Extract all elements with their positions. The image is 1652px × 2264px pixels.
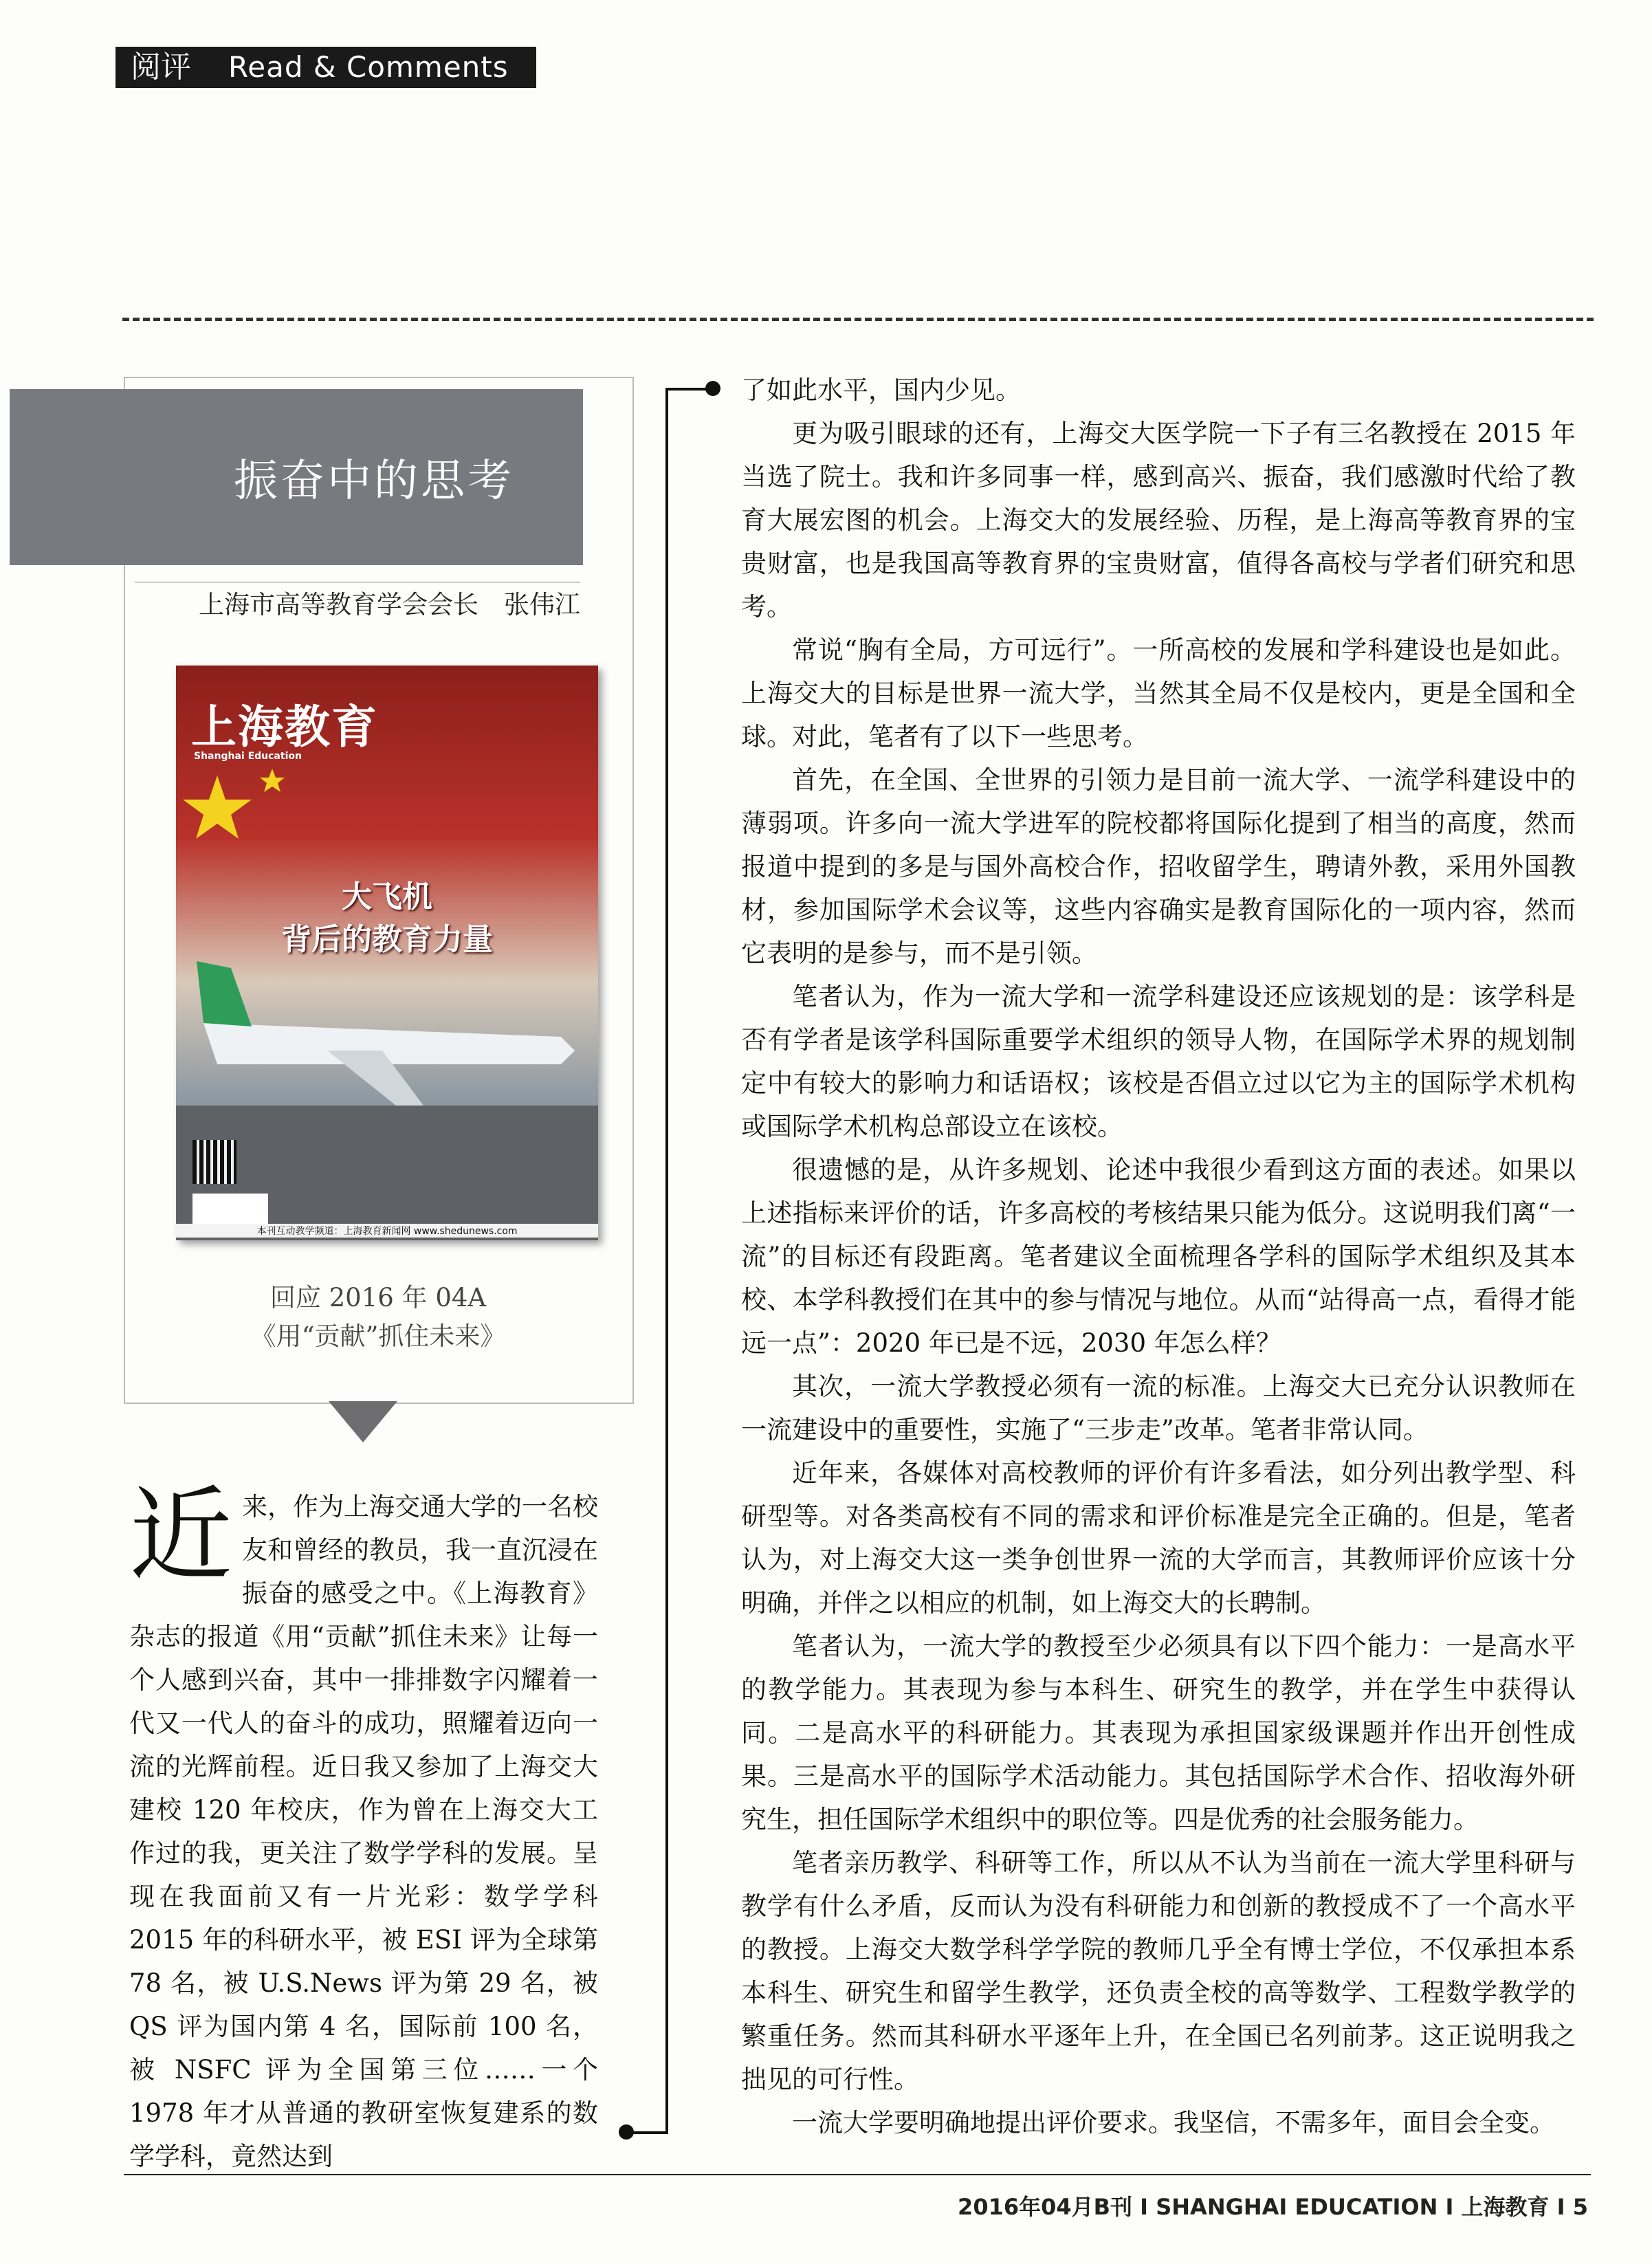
cover-subtitle: Shanghai Education	[194, 751, 302, 762]
paragraph: 更为吸引眼球的还有，上海交大医学院一下子有三名教授在 2015 年当选了院士。我和许多同事一样，感到高兴、振奋，我们感激时代给了教育大展宏图的机会。上海交大的发展经验、历程，是上海高等教育界的宝贵财富，也是我国高等教育界的宝贵财富，值得各高校与学者们研究和思考。	[741, 419, 1576, 622]
paragraph: 笔者认为，作为一流大学和一流学科建设还应该规划的是：该学科是否有学者是该学科国际重要学术组织的领导人物，在国际学术界的规划制定中有较大的影响力和话语权；该校是否倡立过以它为主的国际学术机构或国际学术机构总部设立在该校。	[741, 982, 1576, 1141]
left-text-column	[129, 1476, 599, 2178]
flag-star-icon	[183, 776, 252, 839]
paragraph: 常说“胸有全局，方可远行”。一所高校的发展和学科建设也是如此。上海交大的目标是世界一流大学，当然其全局不仅是校内，更是全国和全球。对此，笔者有了以下一些思考。	[741, 635, 1576, 751]
cover-masthead: 上海教育	[191, 701, 378, 754]
connector-dot-icon	[705, 381, 720, 396]
page-footer: 2016年04月B刊 I SHANGHAI EDUCATION I 上海教育 I 5	[958, 2194, 1588, 2220]
section-label-cn: 阅评	[131, 50, 191, 85]
cover-headline-2: 背后的教育力量	[281, 922, 493, 957]
magazine-cover-image	[176, 666, 598, 1240]
down-arrow-icon	[329, 1401, 397, 1442]
cover-caption-line2: 《用“贡献”抓住未来》	[250, 1321, 506, 1351]
paragraph: 笔者亲历教学、科研等工作，所以从不认为当前在一流大学里科研与教学有什么矛盾，反而认为没有科研能力和创新的教授成不了一个高水平的教授。上海交大数学科学学院的教师几乎全有博士学位，不仅承担本系本科生、研究生和留学生教学，还负责全校的高等数学、工程数学教学的繁重任务。然而其科研水平逐年上升，在全国已名列前茅。这正说明我之拙见的可行性。	[741, 1848, 1576, 2094]
qr-code-icon	[192, 1140, 236, 1184]
dashed-divider	[122, 318, 1594, 321]
flag-small-star-icon	[260, 769, 285, 792]
right-text-column	[741, 369, 1576, 2144]
connector-line	[665, 389, 668, 2133]
article-author: 上海市高等教育学会会长 张伟江	[199, 590, 580, 619]
airplane-icon	[203, 1023, 575, 1064]
drop-cap: 近	[129, 1476, 233, 1596]
connector-bottom	[630, 2131, 668, 2134]
paragraph: 很遗憾的是，从许多规划、论述中我很少看到这方面的表述。如果以上述指标来评价的话，许多高校的考核结果只能为低分。这说明我们离“一流”的目标还有段距离。笔者建议全面梳理各学科的国际学术组织及其本校、本学科教授们在其中的参与情况与地位。从而“站得高一点，看得才能远一点”：2020 年已是不远，2030 年怎么样？	[741, 1155, 1576, 1358]
paragraph: 近年来，各媒体对高校教师的评价有许多看法，如分列出教学型、科研型等。对各类高校有不同的需求和评价标准是完全正确的。但是，笔者认为，对上海交大这一类争创世界一流的大学而言，其教师评价应该十分明确，并伴之以相应的机制，如上海交大的长聘制。	[741, 1458, 1576, 1618]
connector-dot-icon	[619, 2124, 634, 2140]
cover-caption-line1: 回应 2016 年 04A	[269, 1283, 487, 1312]
section-label-en: Read & Comments	[228, 50, 509, 84]
paragraph: 其次，一流大学教授必须有一流的标准。上海交大已充分认识教师在一流建设中的重要性，实施了“三步走”改革。笔者非常认同。	[741, 1372, 1576, 1444]
paragraph: 笔者认为，一流大学的教授至少必须具有以下四个能力：一是高水平的教学能力。其表现为参与本科生、研究生的教学，并在学生中获得认同。二是高水平的科研能力。其表现为承担国家级课题并作出开创性成果。三是高水平的国际学术活动能力。其包括国际学术合作、招收海外研究生，担任国际学术组织中的职位等。四是优秀的社会服务能力。	[741, 1631, 1576, 1834]
cover-site-line: 本刊互动教学频道：上海教育新闻网 www.shedunews.com	[176, 1224, 598, 1238]
title-divider	[135, 582, 580, 583]
footer-rule	[124, 2174, 1591, 2175]
left-paragraph	[129, 1476, 599, 2178]
paragraph: 了如此水平，国内少见。	[741, 375, 1021, 405]
barcode-area	[192, 1194, 268, 1228]
left-paragraph-text: 来，作为上海交通大学的一名校友和曾经的教员，我一直沉浸在振奋的感受之中。《上海教育》杂志的报道《用“贡献”抓住未来》让每一个人感到兴奋，其中一排排数字闪耀着一代又一代人的奋斗的成功，照耀着迈向一流的光辉前程。近日我又参加了上海交大建校 120 年校庆，作为曾在上海交大工作过的我，更关注了数学学科的发展。呈现在我面前又有一片光彩：数学学科 2015 年的科研水平，被 ESI 评为全球第 78 名，被 U.S.News 评为第 29 名，被 QS 评为国内第 4 名，国际前 100 名，被 NSFC 评为全国第三位……一个 1978 年才从普通的教研室恢复建系的数学学科，竟然达到	[129, 1492, 599, 2171]
paragraph: 首先，在全国、全世界的引领力是目前一流大学、一流学科建设中的薄弱项。许多向一流大学进军的院校都将国际化提到了相当的高度，然而报道中提到的多是与国外高校合作，招收留学生，聘请外教，采用外国教材，参加国际学术会议等，这些内容确实是教育国际化的一项内容，然而它表明的是参与，而不是引领。	[741, 765, 1576, 968]
airplane-tail-icon	[197, 961, 252, 1026]
article-title: 振奋中的思考	[234, 456, 514, 507]
cover-headline-1: 大飞机	[342, 879, 432, 914]
paragraph: 一流大学要明确地提出评价要求。我坚信，不需多年，面目会全变。	[792, 2108, 1555, 2137]
